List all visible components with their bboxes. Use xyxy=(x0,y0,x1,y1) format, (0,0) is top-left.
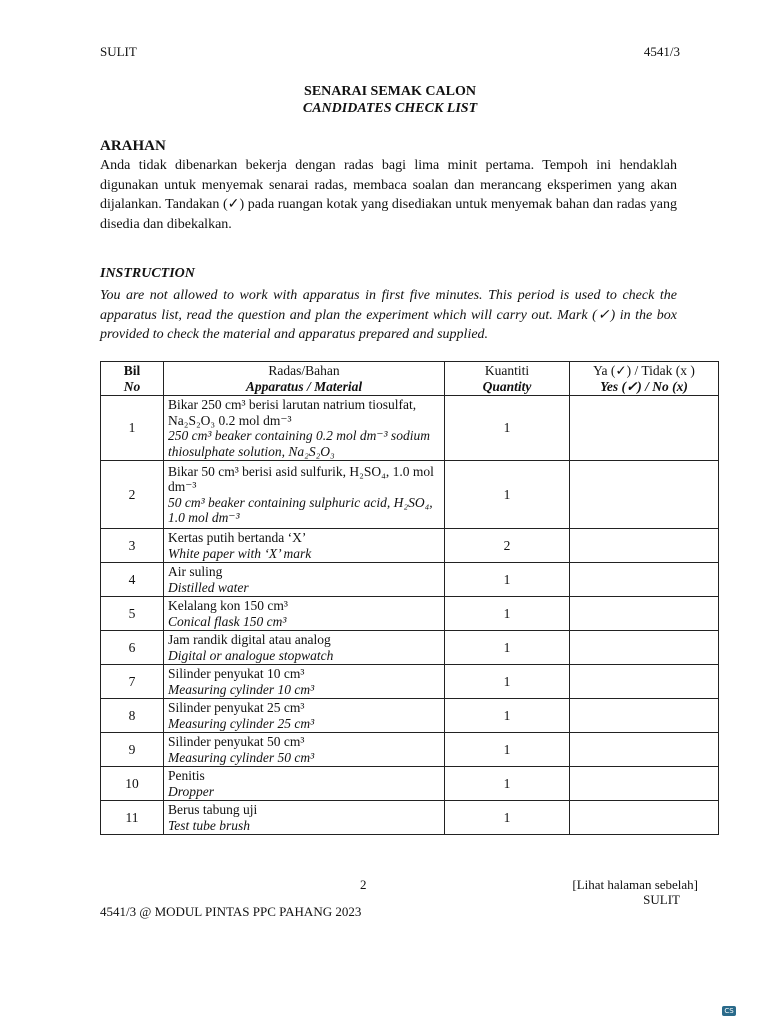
row-item xyxy=(164,665,445,699)
item-english: White paper with ‘X’ mark xyxy=(168,545,312,561)
header-sulit: SULIT xyxy=(100,44,137,59)
row-number: 2 xyxy=(101,461,164,529)
header-item-english: Apparatus / Material xyxy=(245,378,363,394)
row-quantity: 1 xyxy=(445,597,570,631)
item-english: Dropper xyxy=(168,783,214,799)
item-malay: Kelalang kon 150 cm³ xyxy=(168,598,288,613)
item-malay: Kertas putih bertanda ‘X’ xyxy=(168,530,307,545)
item-english: 50 cm³ beaker containing sulphuric acid, H₂SO₄, 1.0 mol dm⁻³ xyxy=(168,494,433,525)
row-number: 8 xyxy=(101,699,164,733)
item-malay: Bikar 250 cm³ berisi larutan natrium tiosulfat, Na₂S₂O₃ 0.2 mol dm⁻³ xyxy=(168,397,417,428)
row-quantity: 1 xyxy=(445,396,570,461)
table-row xyxy=(101,699,719,733)
row-number: 9 xyxy=(101,733,164,767)
row-quantity: 1 xyxy=(445,461,570,529)
table-row xyxy=(101,665,719,699)
row-number: 6 xyxy=(101,631,164,665)
row-number: 5 xyxy=(101,597,164,631)
check-box-cell[interactable] xyxy=(570,563,719,597)
check-box-cell[interactable] xyxy=(570,597,719,631)
row-number: 7 xyxy=(101,665,164,699)
header-item xyxy=(164,362,445,396)
table-row xyxy=(101,733,719,767)
table-row xyxy=(101,597,719,631)
row-number: 1 xyxy=(101,396,164,461)
table-row xyxy=(101,461,719,529)
header-item-malay: Radas/Bahan xyxy=(268,363,340,378)
table-row xyxy=(101,529,719,563)
check-box-cell[interactable] xyxy=(570,396,719,461)
footer-sulit: SULIT xyxy=(643,892,680,907)
row-quantity: 1 xyxy=(445,665,570,699)
check-box-cell[interactable] xyxy=(570,631,719,665)
row-number: 11 xyxy=(101,801,164,835)
row-quantity: 1 xyxy=(445,767,570,801)
check-box-cell[interactable] xyxy=(570,461,719,529)
row-quantity: 2 xyxy=(445,529,570,563)
item-malay: Berus tabung uji xyxy=(168,802,258,817)
header-check-english: Yes (✓) / No (x) xyxy=(600,378,688,394)
row-number: 10 xyxy=(101,767,164,801)
item-malay: Air suling xyxy=(168,564,223,579)
arahan-heading: ARAHAN xyxy=(100,138,166,154)
item-english: Measuring cylinder 10 cm³ xyxy=(168,681,315,697)
checklist-table xyxy=(100,361,719,835)
item-english: Test tube brush xyxy=(168,817,251,833)
item-malay: Silinder penyukat 25 cm³ xyxy=(168,700,305,715)
row-item xyxy=(164,733,445,767)
instruction-text: You are not allowed to work with apparatus in first five minutes. This period is used to check the apparatus list, read the question and plan the experiment which will carry out. Mark (✓) in the box provided to check the material and apparatus prepared and supplied. xyxy=(100,288,677,342)
item-english: 250 cm³ beaker containing 0.2 mol dm⁻³ sodium thiosulphate solution, Na₂S₂O₃ xyxy=(168,428,430,459)
row-number: 3 xyxy=(101,529,164,563)
arahan-text: Anda tidak dibenarkan bekerja dengan radas bagi lima minit pertama. Tempoh ini hendaklah digunakan untuk menyemak senarai radas, membaca soalan dan merancang eksperimen yang akan dijalankan. Tandakan (✓) pada ruangan kotak yang disediakan untuk menyemak bahan dan radas yang disedia dan dibekalkan. xyxy=(100,158,677,232)
item-english: Digital or analogue stopwatch xyxy=(168,647,334,663)
row-quantity: 1 xyxy=(445,699,570,733)
header-paper-code: 4541/3 xyxy=(643,44,680,59)
item-english: Measuring cylinder 25 cm³ xyxy=(168,715,315,731)
row-item xyxy=(164,563,445,597)
row-quantity: 1 xyxy=(445,733,570,767)
check-box-cell[interactable] xyxy=(570,801,719,835)
item-malay: Silinder penyukat 10 cm³ xyxy=(168,666,305,681)
item-english: Conical flask 150 cm³ xyxy=(168,613,287,629)
check-box-cell[interactable] xyxy=(570,529,719,563)
instruction-heading: INSTRUCTION xyxy=(100,266,195,281)
item-malay: Penitis xyxy=(168,768,205,783)
row-item xyxy=(164,631,445,665)
table-row xyxy=(101,563,719,597)
header-no xyxy=(101,362,164,396)
row-item xyxy=(164,396,445,461)
table-row xyxy=(101,396,719,461)
header-quantity-english: Quantity xyxy=(482,378,532,394)
row-item xyxy=(164,529,445,563)
item-english: Measuring cylinder 50 cm³ xyxy=(168,749,315,765)
check-box-cell[interactable] xyxy=(570,699,719,733)
row-item xyxy=(164,597,445,631)
page-subtitle: CANDIDATES CHECK LIST xyxy=(302,101,478,116)
table-row xyxy=(101,631,719,665)
table-header-row xyxy=(101,362,719,396)
header-no-english: No xyxy=(123,378,141,394)
page-number: 2 xyxy=(360,877,367,892)
item-malay: Bikar 50 cm³ berisi asid sulfurik, H₂SO₄, 1.0 mol dm⁻³ xyxy=(168,463,434,494)
header-check-malay: Ya (✓) / Tidak (x ) xyxy=(593,363,695,378)
table-row xyxy=(101,767,719,801)
check-box-cell[interactable] xyxy=(570,665,719,699)
item-english: Distilled water xyxy=(168,579,249,595)
header-no-malay: Bil xyxy=(123,363,141,378)
footer-module: 4541/3 @ MODUL PINTAS PPC PAHANG 2023 xyxy=(100,904,362,919)
header-quantity-malay: Kuantiti xyxy=(484,363,530,378)
row-item xyxy=(164,767,445,801)
page-title: SENARAI SEMAK CALON xyxy=(304,84,476,99)
row-item xyxy=(164,699,445,733)
check-box-cell[interactable] xyxy=(570,733,719,767)
row-item xyxy=(164,461,445,529)
header-check xyxy=(570,362,719,396)
row-quantity: 1 xyxy=(445,801,570,835)
row-number: 4 xyxy=(101,563,164,597)
item-malay: Silinder penyukat 50 cm³ xyxy=(168,734,305,749)
header-quantity xyxy=(445,362,570,396)
row-quantity: 1 xyxy=(445,631,570,665)
row-quantity: 1 xyxy=(445,563,570,597)
item-malay: Jam randik digital atau analog xyxy=(168,632,331,647)
table-row xyxy=(101,801,719,835)
check-box-cell[interactable] xyxy=(570,767,719,801)
scanner-badge-icon: CS xyxy=(722,1006,736,1016)
row-item xyxy=(164,801,445,835)
next-page-note: [Lihat halaman sebelah] xyxy=(572,877,698,892)
